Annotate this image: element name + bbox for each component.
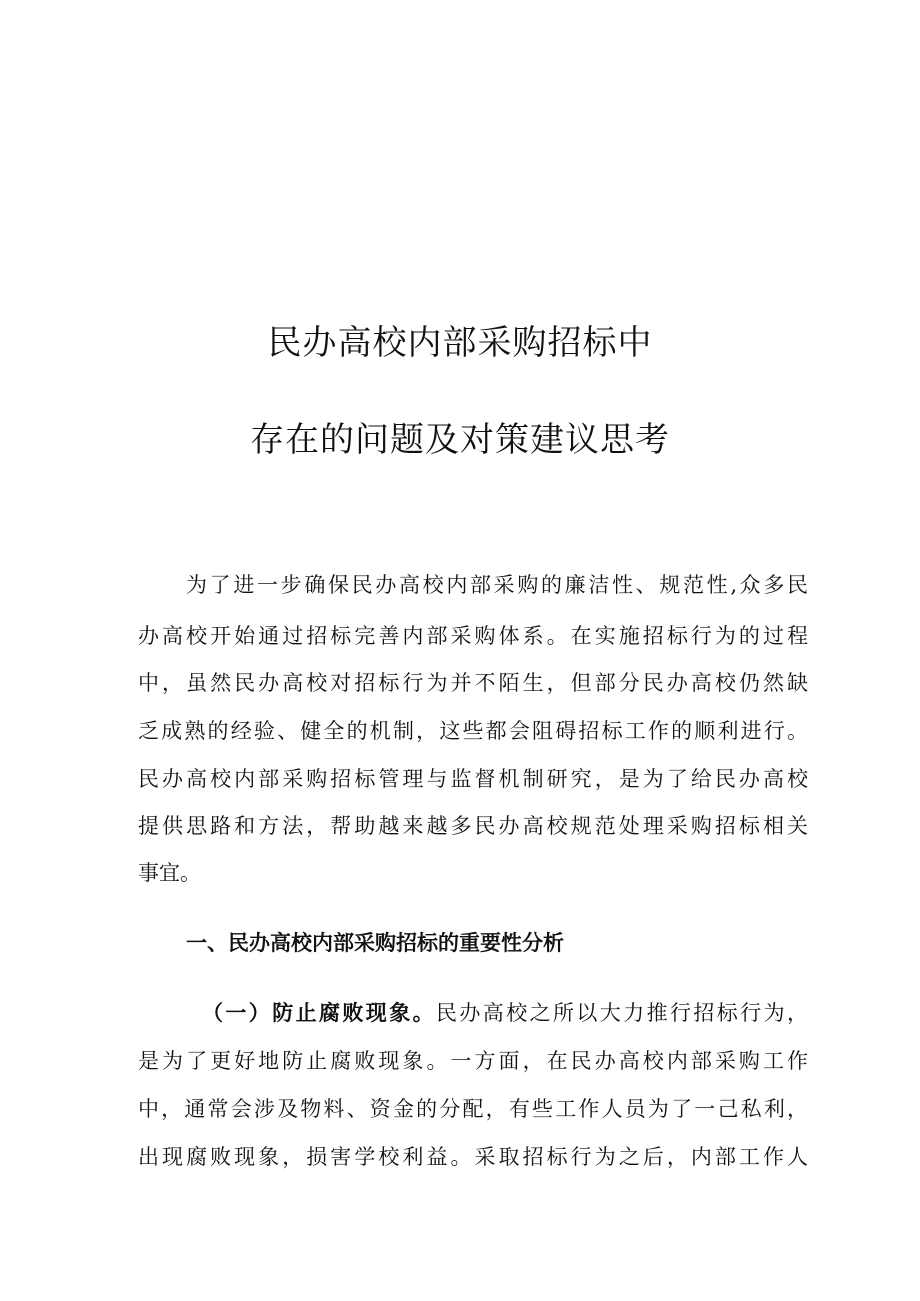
subsection-1-line-3: 中，通常会涉及物料、资金的分配，有些工作人员为了一己私利， xyxy=(138,1097,808,1121)
intro-line-1: 为了进一步确保民办高校内部采购的廉洁性、规范性,众多民 xyxy=(186,573,808,597)
intro-line-4: 乏成熟的经验、健全的机制，这些都会阻碍招标工作的顺利进行。 xyxy=(138,719,808,743)
subsection-1-first-line xyxy=(202,998,808,1028)
subsection-1-line-4: 出现腐败现象，损害学校利益。采取招标行为之后，内部工作人 xyxy=(138,1145,808,1169)
subsection-1-label: （一）防止腐败现象。 xyxy=(202,1001,436,1025)
subsection-1-line-2: 是为了更好地防止腐败现象。一方面，在民办高校内部采购工作 xyxy=(138,1049,808,1073)
subsection-1-first-line-text: 民办高校之所以大力推行招标行为， xyxy=(436,1001,808,1025)
document-title-line-1: 民办高校内部采购招标中 xyxy=(267,323,653,363)
document-title-line-2: 存在的问题及对策建议思考 xyxy=(250,420,670,460)
intro-line-3: 中，虽然民办高校对招标行为并不陌生，但部分民办高校仍然缺 xyxy=(138,671,808,695)
intro-line-7: 事宜。 xyxy=(138,861,201,885)
intro-line-6: 提供思路和方法，帮助越来越多民办高校规范处理采购招标相关 xyxy=(138,814,808,838)
intro-line-5: 民办高校内部采购招标管理与监督机制研究，是为了给民办高校 xyxy=(138,767,808,791)
section-heading-1: 一、民办高校内部采购招标的重要性分析 xyxy=(186,931,564,955)
intro-line-2: 办高校开始通过招标完善内部采购体系。在实施招标行为的过程 xyxy=(138,624,808,648)
